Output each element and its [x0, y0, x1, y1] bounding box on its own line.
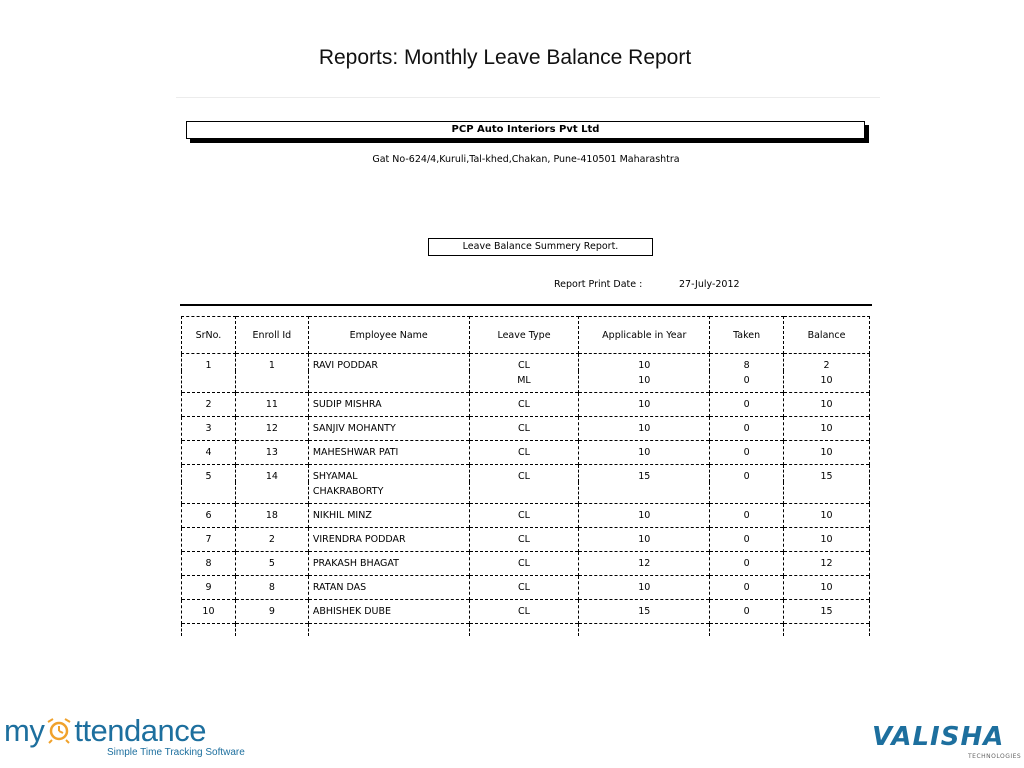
enroll-id-cell: 1 [235, 354, 308, 372]
sr-no-cell: 9 [182, 576, 236, 600]
column-header: SrNo. [182, 317, 236, 354]
valisha-logo [870, 722, 1020, 762]
table-row [182, 371, 870, 393]
leave-type-cell: CL [469, 465, 579, 483]
taken-cell: 0 [710, 465, 784, 483]
leave-type-cell: CL [469, 552, 579, 576]
employee-name-cell: RAVI PODDAR [308, 354, 469, 372]
employee-name-cell: ABHISHEK DUBE [308, 600, 469, 624]
report-name: Leave Balance Summery Report. [428, 238, 653, 256]
print-date-value: 27-July-2012 [679, 279, 740, 290]
enroll-id-cell: 5 [235, 552, 308, 576]
applicable-cell [579, 482, 710, 504]
employee-name-cell: CHAKRABORTY [308, 482, 469, 504]
balance-cell: 10 [784, 528, 870, 552]
sr-no-cell: 3 [182, 417, 236, 441]
header-rule [180, 304, 872, 306]
valisha-brand: VALISHA [872, 722, 1005, 752]
enroll-id-cell: 14 [235, 465, 308, 483]
balance-cell: 12 [784, 552, 870, 576]
taken-cell: 0 [710, 528, 784, 552]
employee-name-cell: SHYAMAL [308, 465, 469, 483]
empty-cell [710, 624, 784, 637]
column-header: Applicable in Year [579, 317, 710, 354]
logo-suffix: ttendance [74, 713, 206, 748]
table-header-row [182, 317, 870, 354]
enroll-id-cell: 18 [235, 504, 308, 528]
taken-cell: 0 [710, 393, 784, 417]
employee-name-cell: VIRENDRA PODDAR [308, 528, 469, 552]
table-row [182, 441, 870, 465]
leave-type-cell [469, 482, 579, 504]
table-row [182, 600, 870, 624]
enroll-id-cell: 13 [235, 441, 308, 465]
empty-cell [784, 624, 870, 637]
enroll-id-cell [235, 482, 308, 504]
leave-type-cell: CL [469, 417, 579, 441]
company-name: PCP Auto Interiors Pvt Ltd [186, 121, 865, 139]
enroll-id-cell: 12 [235, 417, 308, 441]
print-date-label: Report Print Date : [554, 279, 643, 290]
leave-type-cell: CL [469, 354, 579, 372]
employee-name-cell: SANJIV MOHANTY [308, 417, 469, 441]
logo-tagline: Simple Time Tracking Software [107, 747, 245, 758]
logo-prefix: my [4, 713, 45, 748]
table-row [182, 393, 870, 417]
taken-cell: 0 [710, 441, 784, 465]
sr-no-cell: 10 [182, 600, 236, 624]
company-address: Gat No-624/4,Kuruli,Tal-khed,Chakan, Pune-410501 Maharashtra [372, 154, 680, 165]
empty-cell [235, 624, 308, 637]
enroll-id-cell: 8 [235, 576, 308, 600]
employee-name-cell [308, 371, 469, 393]
leave-type-cell: ML [469, 371, 579, 393]
sr-no-cell [182, 371, 236, 393]
balance-cell: 10 [784, 417, 870, 441]
balance-cell: 15 [784, 465, 870, 483]
taken-cell: 0 [710, 600, 784, 624]
taken-cell: 8 [710, 354, 784, 372]
balance-cell: 2 [784, 354, 870, 372]
column-header: Leave Type [469, 317, 579, 354]
sr-no-cell: 6 [182, 504, 236, 528]
sr-no-cell [182, 482, 236, 504]
applicable-cell: 15 [579, 600, 710, 624]
sr-no-cell: 5 [182, 465, 236, 483]
applicable-cell: 15 [579, 465, 710, 483]
empty-cell [469, 624, 579, 637]
alarm-clock-icon [44, 713, 74, 749]
employee-name-cell: SUDIP MISHRA [308, 393, 469, 417]
applicable-cell: 10 [579, 576, 710, 600]
balance-cell: 10 [784, 371, 870, 393]
sr-no-cell: 7 [182, 528, 236, 552]
applicable-cell: 10 [579, 441, 710, 465]
leave-type-cell: CL [469, 393, 579, 417]
applicable-cell: 10 [579, 504, 710, 528]
sr-no-cell: 1 [182, 354, 236, 372]
employee-name-cell: NIKHIL MINZ [308, 504, 469, 528]
taken-cell: 0 [710, 552, 784, 576]
leave-type-cell: CL [469, 600, 579, 624]
applicable-cell: 10 [579, 393, 710, 417]
employee-name-cell: PRAKASH BHAGAT [308, 552, 469, 576]
myattendance-logo [4, 713, 254, 763]
table-row [182, 552, 870, 576]
enroll-id-cell [235, 371, 308, 393]
sr-no-cell: 8 [182, 552, 236, 576]
applicable-cell: 10 [579, 354, 710, 372]
balance-cell: 10 [784, 393, 870, 417]
table-body [182, 354, 870, 637]
table-row [182, 354, 870, 372]
enroll-id-cell: 2 [235, 528, 308, 552]
sr-no-cell: 4 [182, 441, 236, 465]
balance-cell: 10 [784, 504, 870, 528]
balance-cell: 10 [784, 576, 870, 600]
table-row [182, 576, 870, 600]
empty-cell [308, 624, 469, 637]
taken-cell: 0 [710, 371, 784, 393]
column-header: Taken [710, 317, 784, 354]
employee-name-cell: MAHESHWAR PATI [308, 441, 469, 465]
taken-cell: 0 [710, 504, 784, 528]
taken-cell [710, 482, 784, 504]
enroll-id-cell: 9 [235, 600, 308, 624]
table-row [182, 465, 870, 483]
table-tail-row [182, 624, 870, 637]
column-header: Employee Name [308, 317, 469, 354]
table-row [182, 482, 870, 504]
table-row [182, 528, 870, 552]
valisha-sub: TECHNOLOGIES [968, 753, 1022, 760]
leave-type-cell: CL [469, 528, 579, 552]
applicable-cell: 10 [579, 528, 710, 552]
table-row [182, 417, 870, 441]
balance-cell: 15 [784, 600, 870, 624]
leave-balance-table [181, 316, 870, 636]
column-header: Balance [784, 317, 870, 354]
slide-title: Reports: Monthly Leave Balance Report [318, 46, 692, 69]
taken-cell: 0 [710, 417, 784, 441]
table-row [182, 504, 870, 528]
empty-cell [579, 624, 710, 637]
leave-type-cell: CL [469, 576, 579, 600]
column-header: Enroll Id [235, 317, 308, 354]
enroll-id-cell: 11 [235, 393, 308, 417]
applicable-cell: 10 [579, 417, 710, 441]
empty-cell [182, 624, 236, 637]
balance-cell [784, 482, 870, 504]
taken-cell: 0 [710, 576, 784, 600]
applicable-cell: 12 [579, 552, 710, 576]
balance-cell: 10 [784, 441, 870, 465]
leave-type-cell: CL [469, 504, 579, 528]
sr-no-cell: 2 [182, 393, 236, 417]
leave-type-cell: CL [469, 441, 579, 465]
employee-name-cell: RATAN DAS [308, 576, 469, 600]
applicable-cell: 10 [579, 371, 710, 393]
